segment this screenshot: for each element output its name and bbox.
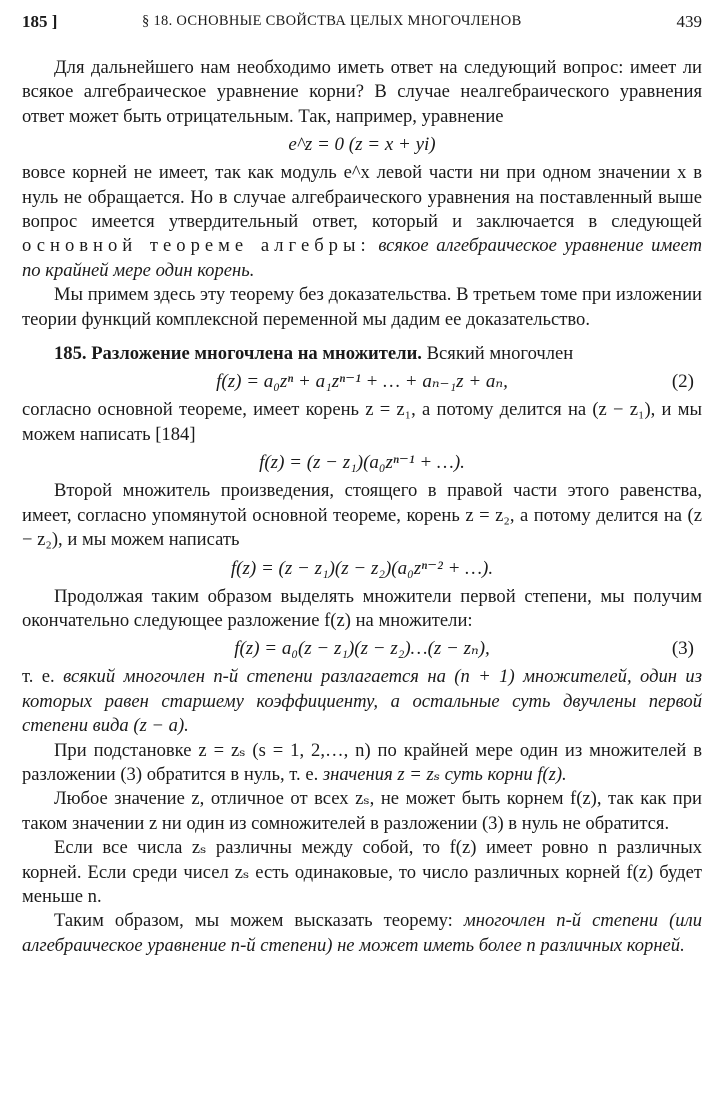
paragraph-no-proof: Мы примем здесь эту теорему без доказательства. В третьем томе при изложении теории функций комплексной переменной мы дадим ее доказательство. xyxy=(22,284,702,330)
paragraph-conclusion xyxy=(22,909,702,958)
equation-body: f(z) = a₀(z − z₁)(z − z₂)…(z − zₙ), xyxy=(234,638,490,660)
paragraph-first-root: согласно основной теореме, имеет корень z = z₁, а потому делится на (z − z₁), и мы можем написать [184] xyxy=(22,399,702,445)
equation-2 xyxy=(22,368,702,396)
section-title: 185. Разложение многочлена на множители. xyxy=(54,343,422,365)
page-body xyxy=(22,56,702,958)
paragraph-question: Для дальнейшего нам необходимо иметь ответ на следующий вопрос: имеет ли всякое алгебраическое уравнение корни? В случае неалгебраического уравнения ответ может быть отрицательным. Так, например, уравнение xyxy=(22,57,702,127)
factorization-statement: всякий многочлен n-й степени разлагается на (n + 1) множителей, один из которых равен старшему коэффициенту, а остальные суть двучлены первой степени вида (z − a). xyxy=(22,666,702,737)
paragraph-substitution xyxy=(22,739,702,788)
equation-factor-1: f(z) = (z − z₁)(a₀zⁿ⁻¹ + …). xyxy=(259,452,465,474)
equation-factor-2: f(z) = (z − z₁)(z − z₂)(a₀zⁿ⁻² + …). xyxy=(230,557,494,579)
paragraph-text: Таким образом, мы можем высказать теорему: xyxy=(54,910,453,932)
paragraph-continue: Продолжая таким образом выделять множители первой степени, мы получим окончательно следующее разложение f(z) на множители: xyxy=(22,585,702,631)
conclusion-theorem: многочлен n-й степени (или алгебраическое уравнение n-й степени) не может иметь более n различных корней. xyxy=(22,910,702,956)
roots-statement: значения z = zₛ суть корни f(z). xyxy=(322,763,567,785)
page-header xyxy=(22,8,702,38)
equation-3 xyxy=(22,635,702,663)
equation-number: (2) xyxy=(671,371,694,393)
equation-number: (3) xyxy=(671,638,694,660)
paragraph-distinct-roots: Если все числа zₛ различны между собой, то f(z) имеет ровно n различных корней. Если среди чисел zₛ есть одинаковые, то число различных корней f(z) будет меньше n. xyxy=(22,837,702,907)
paragraph-other-values: Любое значение z, отличное от всех zₛ, не может быть корнем f(z), так как при таком значении z ни один из сомножителей в разложении (3) в нуль не обратится. xyxy=(22,788,702,834)
running-title: § 18. ОСНОВНЫЕ СВОЙСТВА ЦЕЛЫХ МНОГОЧЛЕНОВ xyxy=(142,13,522,29)
paragraph-text: При подстановке z = zₛ (s = 1, 2,…, n) по крайней мере один из множителей в разложении (3) обратится в нуль, т. е. xyxy=(22,739,702,785)
section-185 xyxy=(22,342,702,366)
paragraph-text: вовсе корней не имеет, так как модуль e^x левой части ни при одном значении x в нуль не обращается. Но в случае алгебраического уравнения на поставленный выше вопрос имеется утвердительный ответ, который и заключается в следующей xyxy=(22,162,702,233)
spaced-term: основной теореме алгебры: xyxy=(22,235,371,257)
paragraph-text: Всякий многочлен xyxy=(426,343,574,365)
section-marker: 185 ] xyxy=(22,12,58,31)
paragraph-second-factor: Второй множитель произведения, стоящего в правой части этого равенства, имеет, согласно упомянутой основной теореме, корень z = z₂, а потому делится на (z − z₂), и мы можем написать xyxy=(22,480,702,551)
equation-exponential: e^z = 0 (z = x + yi) xyxy=(288,134,436,156)
equation-body: f(z) = a₀zⁿ + a₁zⁿ⁻¹ + … + aₙ₋₁z + aₙ, xyxy=(216,371,508,393)
paragraph-factorization xyxy=(22,665,702,738)
page-number: 439 xyxy=(676,12,702,31)
paragraph-lead: т. е. xyxy=(22,666,55,688)
theorem-statement: всякое алгебраическое уравнение имеет по крайней мере один корень. xyxy=(22,235,702,281)
paragraph-fundamental-theorem xyxy=(22,161,702,283)
